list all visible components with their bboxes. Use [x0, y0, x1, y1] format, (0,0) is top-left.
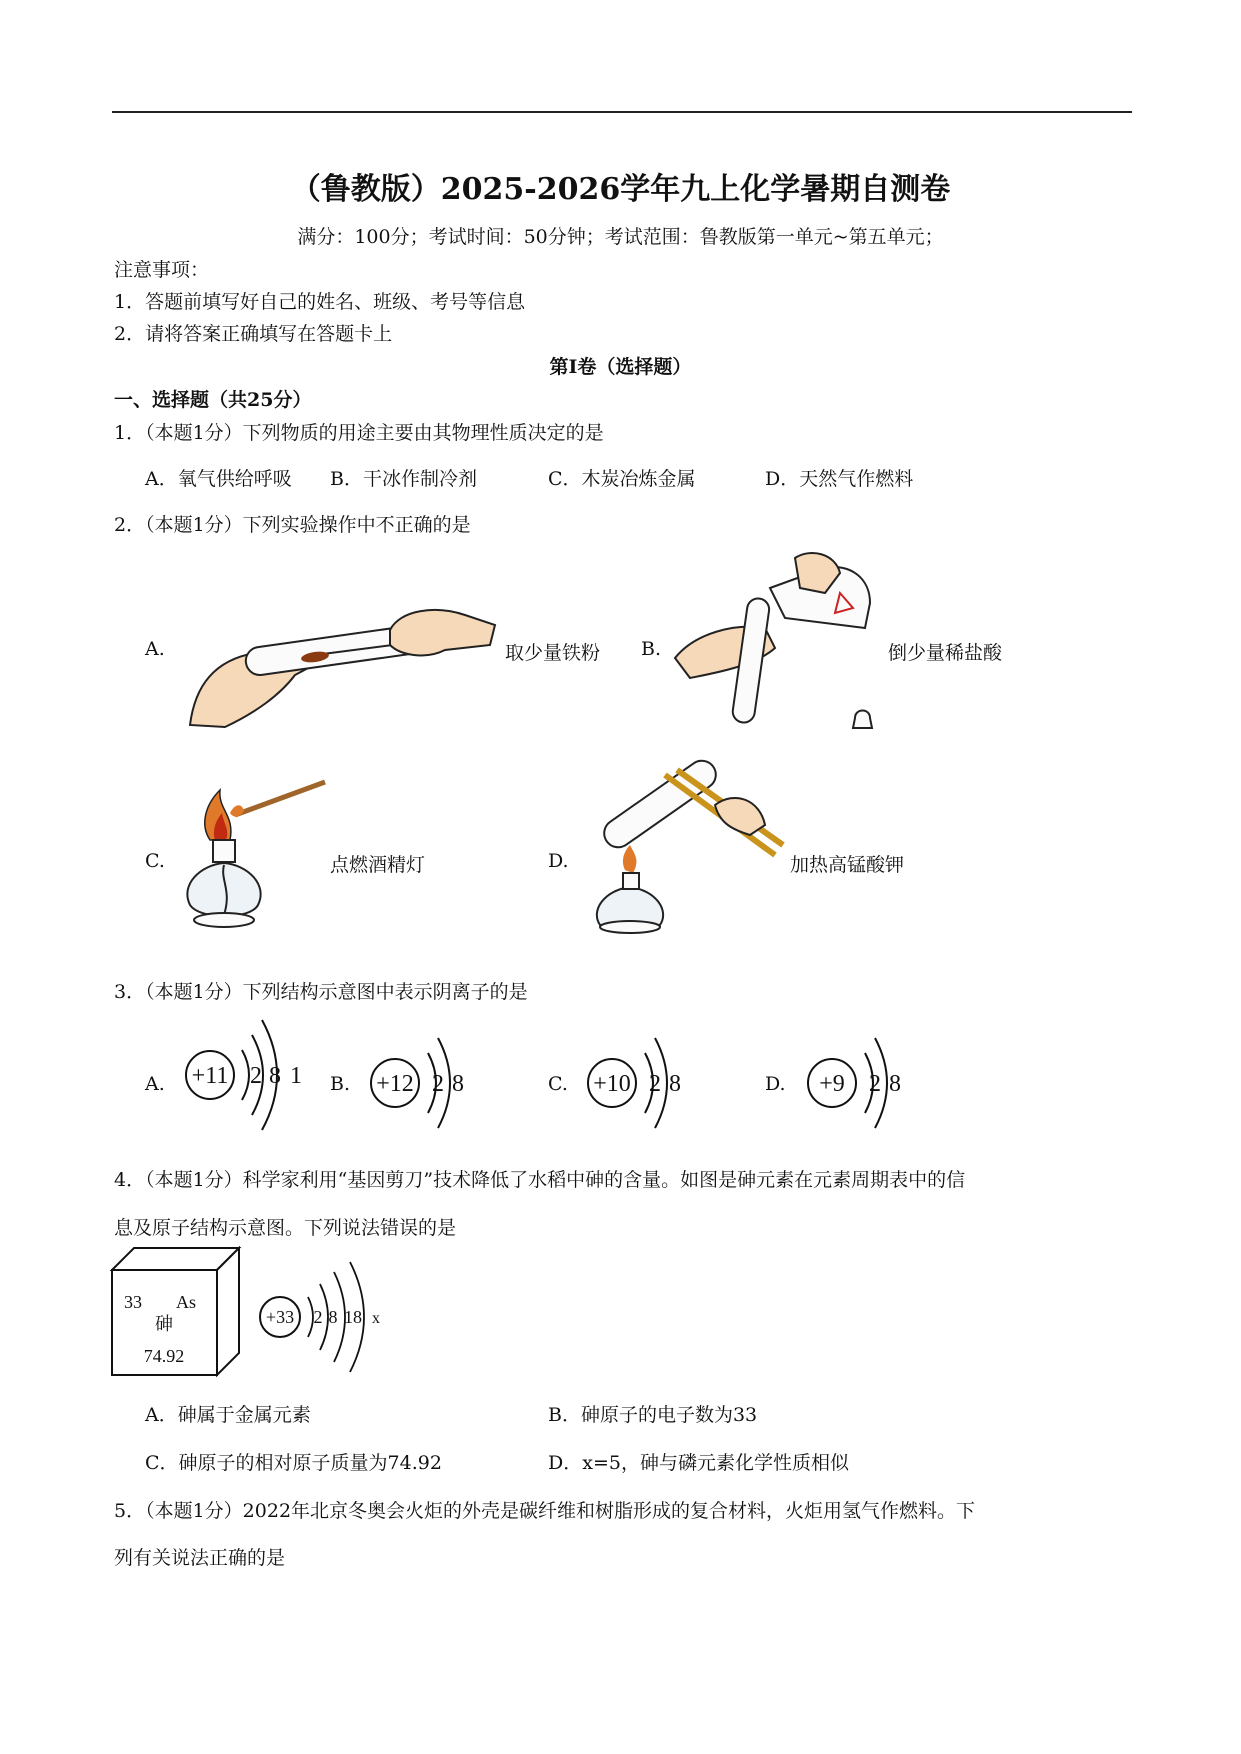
q2-option-b-caption: 倒少量稀盐酸 [888, 642, 1003, 664]
svg-text:+9: +9 [819, 1071, 845, 1097]
svg-text:8: 8 [889, 1071, 901, 1097]
q1-option-d: D．天然气作燃料 [765, 468, 914, 490]
svg-text:2: 2 [649, 1071, 661, 1097]
q2-figure-a-test-tube [185, 605, 505, 735]
q3-option-d-letter: D. [765, 1073, 786, 1095]
svg-text:+12: +12 [376, 1071, 414, 1097]
note-item-2: 2．请将答案正确填写在答题卡上 [114, 323, 393, 345]
q3-option-b-letter: B. [330, 1073, 351, 1095]
q3-stem: 3．（本题1分）下列结构示意图中表示阴离子的是 [114, 981, 528, 1003]
q3-diagram-b [368, 1028, 473, 1128]
svg-text:+33: +33 [265, 1307, 295, 1327]
q2-option-c-caption: 点燃酒精灯 [330, 854, 426, 876]
q3-diagram-c [585, 1028, 690, 1128]
q4-element-cell [112, 1248, 242, 1378]
section-title: 一、选择题（共25分） [114, 389, 312, 411]
q2-figure-b-pouring [675, 548, 885, 738]
q2-stem: 2．（本题1分）下列实验操作中不正确的是 [114, 514, 471, 536]
q1-option-a: A．氧气供给呼吸 [145, 468, 292, 490]
svg-text:砷: 砷 [155, 1314, 173, 1334]
svg-text:18: 18 [344, 1307, 362, 1327]
q2-option-c-letter: C. [145, 850, 165, 872]
svg-text:1: 1 [290, 1063, 302, 1089]
q1-option-c: C．木炭冶炼金属 [548, 468, 696, 490]
svg-text:8: 8 [669, 1071, 681, 1097]
svg-text:74.92: 74.92 [143, 1346, 185, 1366]
svg-text:x: x [372, 1310, 380, 1327]
svg-text:33: 33 [124, 1292, 142, 1312]
svg-text:+11: +11 [191, 1063, 229, 1089]
svg-text:+10: +10 [593, 1071, 631, 1097]
q2-option-a-letter: A. [145, 638, 165, 660]
q4-stem-line-1: 4．（本题1分）科学家利用“基因剪刀”技术降低了水稻中砷的含量。如图是砷元素在元素周期表中的信 [114, 1169, 966, 1191]
note-item-1: 1．答题前填写好自己的姓名、班级、考号等信息 [114, 291, 526, 313]
exam-title: （鲁教版）2025-2026学年九上化学暑期自测卷 [290, 172, 951, 207]
q5-stem-line-2: 列有关说法正确的是 [114, 1547, 286, 1569]
svg-text:As: As [176, 1292, 197, 1312]
q1-option-b: B．干冰作制冷剂 [330, 468, 477, 490]
svg-text:8: 8 [328, 1307, 338, 1327]
q4-option-b: B．砷原子的电子数为33 [548, 1404, 758, 1426]
q3-diagram-a [180, 1015, 305, 1135]
q1-stem: 1．（本题1分）下列物质的用途主要由其物理性质决定的是 [114, 422, 604, 444]
q4-option-d: D．x=5，砷与磷元素化学性质相似 [548, 1452, 849, 1474]
q4-atom-diagram [258, 1262, 398, 1372]
q2-figure-d-heating [585, 765, 785, 940]
svg-text:2: 2 [250, 1063, 262, 1089]
q4-option-a: A．砷属于金属元素 [145, 1404, 311, 1426]
q4-stem-line-2: 息及原子结构示意图。下列说法错误的是 [114, 1217, 457, 1239]
part-title: 第I卷（选择题） [549, 356, 692, 378]
svg-text:2: 2 [432, 1071, 444, 1097]
svg-text:8: 8 [269, 1063, 281, 1089]
svg-text:8: 8 [452, 1071, 464, 1097]
q2-figure-c-alcohol-lamp [180, 775, 330, 940]
exam-subtitle: 满分：100分；考试时间：50分钟；考试范围：鲁教版第一单元~第五单元； [297, 226, 944, 248]
svg-text:2: 2 [313, 1307, 323, 1327]
q3-option-a-letter: A. [145, 1073, 165, 1095]
q2-option-d-letter: D. [548, 850, 569, 872]
top-rule [112, 111, 1132, 113]
q3-diagram-d [805, 1028, 910, 1128]
q3-option-c-letter: C. [548, 1073, 568, 1095]
q2-option-d-caption: 加热高锰酸钾 [790, 854, 905, 876]
svg-text:2: 2 [869, 1071, 881, 1097]
q2-option-a-caption: 取少量铁粉 [505, 642, 601, 664]
notes-heading: 注意事项： [114, 259, 210, 281]
q5-stem-line-1: 5．（本题1分）2022年北京冬奥会火炬的外壳是碳纤维和树脂形成的复合材料，火炬用氢气作燃料。下 [114, 1500, 976, 1522]
q2-option-b-letter: B. [641, 638, 662, 660]
q4-option-c: C．砷原子的相对原子质量为74.92 [145, 1452, 442, 1474]
